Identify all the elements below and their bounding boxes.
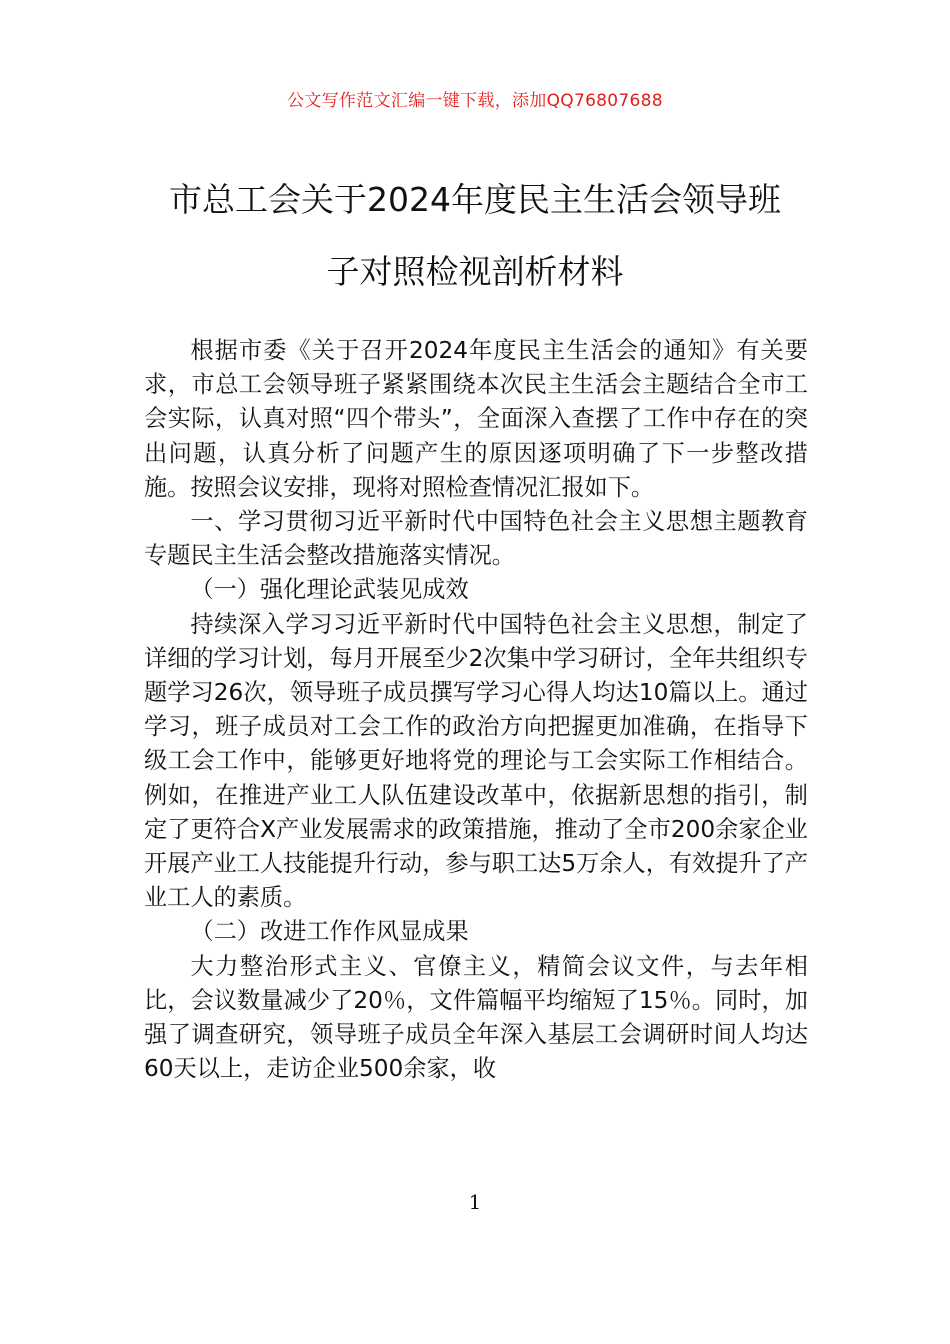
- body-paragraph-style: 大力整治形式主义、官僚主义，精简会议文件，与去年相比，会议数量减少了20％，文件篇幅平均缩短了15％。同时，加强了调查研究，领导班子成员全年深入基层工会调研时间人均达60天以上，走访企业500余家，收: [144, 952, 808, 1083]
- intro-paragraph: 根据市委《关于召开2024年度民主生活会的通知》有关要求，市总工会领导班子紧紧围绕本次民主生活会主题结合全市工会实际，认真对照“四个带头”，全面深入查摆了工作中存在的突出问题，认真分析了问题产生的原因逐项明确了下一步整改措施。按照会议安排，现将对照检查情况汇报如下。: [144, 337, 808, 501]
- section-heading-1: 一、学习贯彻习近平新时代中国特色社会主义思想主题教育专题民主生活会整改措施落实情况。: [144, 508, 808, 570]
- page-number: 1: [468, 1190, 482, 1214]
- document-body: [144, 334, 808, 1086]
- watermark-text: 公文写作范文汇编一键下载，添加QQ76807688: [287, 91, 663, 111]
- document-title-line1: 市总工会关于2024年度民主生活会领导班: [169, 180, 781, 219]
- subsection-heading-2: （二）改进工作作风显成果: [190, 918, 469, 946]
- document-title-line2: 子对照检视剖析材料: [326, 252, 624, 291]
- subsection-heading-1: （一）强化理论武装见成效: [190, 576, 469, 604]
- body-paragraph-theory: 持续深入学习习近平新时代中国特色社会主义思想，制定了详细的学习计划，每月开展至少2次集中学习研讨，全年共组织专题学习26次，领导班子成员撰写学习心得人均达10篇以上。通过学习，班子成员对工会工作的政治方向把握更加准确，在指导下级工会工作中，能够更好地将党的理论与工会实际工作相结合。例如，在推进产业工人队伍建设改革中，依据新思想的指引，制定了更符合X产业发展需求的政策措施，推动了全市200余家企业开展产业工人技能提升行动，参与职工达5万余人，有效提升了产业工人的素质。: [144, 610, 808, 912]
